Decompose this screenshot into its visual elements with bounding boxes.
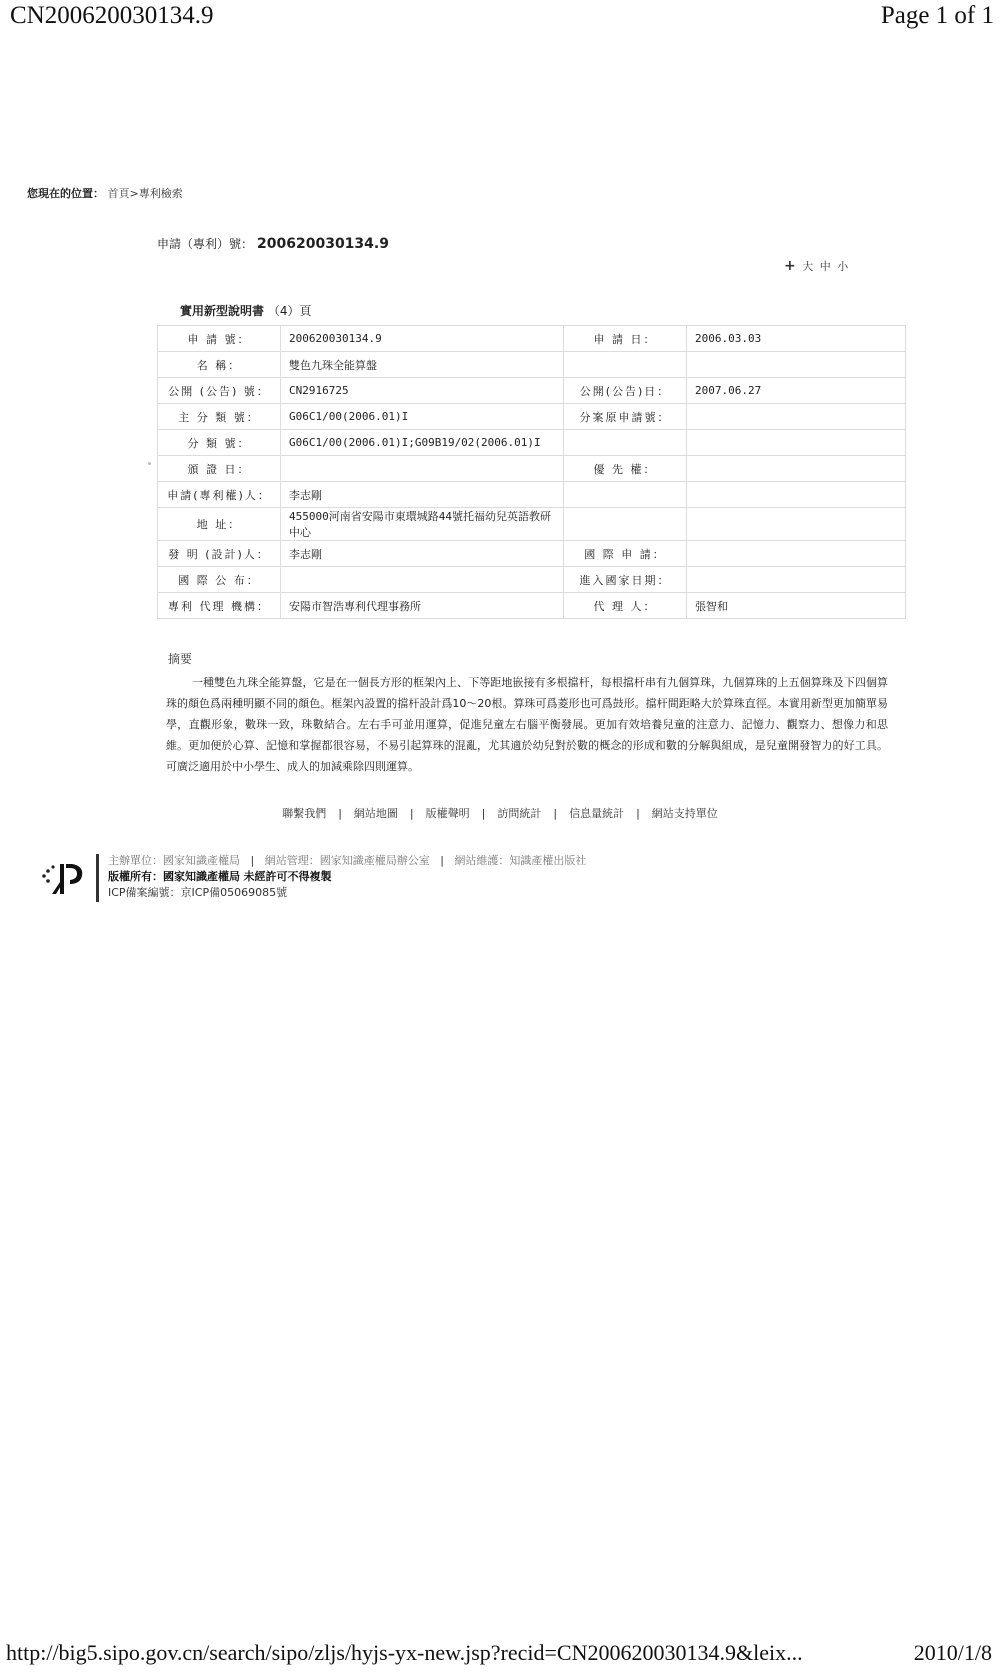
icp-number: 京ICP備05069085號 <box>180 886 288 899</box>
info-value-2 <box>687 567 906 593</box>
footer-links <box>0 805 1000 821</box>
doc-title <box>180 302 311 319</box>
footer-link[interactable]: 訪問統計 <box>497 807 542 820</box>
info-key: 名 稱： <box>158 352 281 378</box>
font-size-small-button[interactable]: 小 <box>837 260 849 273</box>
sponsor-text: 主辦單位：國家知識產權局 <box>108 854 240 867</box>
info-key: 地 址： <box>158 508 281 541</box>
info-table-row <box>158 508 906 541</box>
abstract-text: 一種雙色九珠全能算盤，它是在一個長方形的框架內上、下等距地嵌接有多根擋杆，每根擋杆串有九個算珠，九個算珠的上五個算珠及下四個算珠的顏色爲兩種明顯不同的顏色。框架內設置的擋杆設計爲10～20根。算珠可爲菱形也可爲鼓形。擋杆間距略大於算珠直徑。本實用新型更加簡單易學，直觀形象，數珠一致，珠數結合。左右手可並用運算，促進兒童左右腦平衡發展。更加有效培養兒童的注意力、記憶力、觀察力、想像力和思維。更加便於心算、記憶和掌握都很容易，不易引起算珠的混亂，尤其適於幼兒對於數的概念的形成和數的分解與組成，是兒童開發智力的好工具。可廣泛適用於中小學生、成人的加減乘除四則運算。 <box>166 676 888 773</box>
info-value-2 <box>687 352 906 378</box>
footer-separator: | <box>553 807 558 820</box>
icp-label: ICP備案編號： <box>108 886 181 899</box>
logo-divider <box>96 854 99 902</box>
info-key: 申 請 號： <box>158 326 281 352</box>
info-value: 李志剛 <box>281 482 564 508</box>
font-size-large-button[interactable]: 大 <box>802 260 814 273</box>
application-number-heading <box>157 235 389 252</box>
copyright-label: 版權所有： <box>108 870 163 883</box>
manager-text: 網站管理：國家知識產權局辦公室 <box>264 854 430 867</box>
application-number-label: 申請（專利）號： <box>157 237 254 251</box>
info-key-2 <box>564 352 687 378</box>
site-info-line-1: 主辦單位：國家知識產權局 | 網站管理：國家知識產權局辦公室 | 網站維護：知識產權出版社 <box>108 854 587 867</box>
breadcrumb-label: 您現在的位置： <box>27 187 104 200</box>
info-table-row <box>158 482 906 508</box>
sipo-logo-icon <box>38 858 88 898</box>
info-key: 分 類 號： <box>158 430 281 456</box>
copyright-owner: 國家知識產權局 <box>163 870 240 883</box>
info-value-2: 2006.03.03 <box>687 326 906 352</box>
application-number-value: 200620030134.9 <box>257 236 389 252</box>
info-value-2 <box>687 430 906 456</box>
copyright-note: 未經許可不得複製 <box>243 870 332 883</box>
print-header-doc-id: CN200620030134.9 <box>10 2 214 29</box>
doc-title-pages: （4）頁 <box>267 304 312 318</box>
print-footer-date: 2010/1/8 <box>913 1640 992 1665</box>
info-value: CN2916725 <box>281 378 564 404</box>
plus-icon: + <box>784 258 796 274</box>
info-value-2 <box>687 404 906 430</box>
info-key: 頒 證 日： <box>158 456 281 482</box>
abstract-label: 摘要 <box>168 652 193 666</box>
info-key-2: 國 際 申 請： <box>564 541 687 567</box>
footer-link[interactable]: 聯繫我們 <box>282 807 327 820</box>
footer-link[interactable]: 網站支持單位 <box>651 807 718 820</box>
info-key: 公開 (公告) 號： <box>158 378 281 404</box>
info-table-row <box>158 404 906 430</box>
info-value: 李志剛 <box>281 541 564 567</box>
info-key-2 <box>564 430 687 456</box>
info-value-2 <box>687 541 906 567</box>
breadcrumb-home-link[interactable]: 首頁 <box>107 187 130 200</box>
info-table-row <box>158 326 906 352</box>
info-key-2: 申 請 日： <box>564 326 687 352</box>
decorative-dot <box>148 462 151 465</box>
info-value: 安陽市智浩專利代理事務所 <box>281 593 564 619</box>
patent-info-table <box>157 325 906 619</box>
info-table-row <box>158 430 906 456</box>
footer-link[interactable]: 信息量統計 <box>569 807 625 820</box>
site-info-line-3 <box>108 885 586 901</box>
info-key-2 <box>564 508 687 541</box>
info-value: 雙色九珠全能算盤 <box>281 352 564 378</box>
info-key-2: 優 先 權： <box>564 456 687 482</box>
info-key: 申請(專利權)人： <box>158 482 281 508</box>
info-value: 455000河南省安陽市東環城路44號托福幼兒英語教研中心 <box>281 508 564 541</box>
font-size-controls <box>784 258 851 274</box>
breadcrumb-arrow: > <box>129 187 139 200</box>
info-value-2 <box>687 482 906 508</box>
site-info-line-2 <box>108 869 586 885</box>
footer-separator: | <box>481 807 486 820</box>
info-value-2: 2007.06.27 <box>687 378 906 404</box>
info-key-2: 進入國家日期： <box>564 567 687 593</box>
info-key: 專利 代理 機構： <box>158 593 281 619</box>
info-value-2 <box>687 456 906 482</box>
info-table-row <box>158 541 906 567</box>
print-footer-url: http://big5.sipo.gov.cn/search/sipo/zljs/hyjs-yx-new.jsp?recid=CN200620030134.9&leix... <box>6 1640 803 1665</box>
footer-link[interactable]: 版權聲明 <box>425 807 470 820</box>
info-value: 200620030134.9 <box>281 326 564 352</box>
info-table-row <box>158 567 906 593</box>
info-value <box>281 567 564 593</box>
info-value-2: 張智和 <box>687 593 906 619</box>
info-key-2: 公開(公告)日： <box>564 378 687 404</box>
info-key-2: 代 理 人： <box>564 593 687 619</box>
breadcrumb-current: 專利檢索 <box>138 187 183 200</box>
info-key-2 <box>564 482 687 508</box>
footer-separator: | <box>636 807 640 820</box>
info-key: 國 際 公 布： <box>158 567 281 593</box>
footer-separator: | <box>338 807 342 820</box>
info-value-2 <box>687 508 906 541</box>
breadcrumb <box>27 185 183 201</box>
info-value: G06C1/00(2006.01)I <box>281 404 564 430</box>
info-table-row <box>158 593 906 619</box>
footer-separator: | <box>409 807 414 820</box>
info-key: 主 分 類 號： <box>158 404 281 430</box>
doc-title-link[interactable]: 實用新型說明書 <box>180 304 265 318</box>
site-info <box>108 853 586 901</box>
print-header-page: Page 1 of 1 <box>880 2 994 29</box>
info-table-row <box>158 352 906 378</box>
info-key-2: 分案原申請號： <box>564 404 687 430</box>
info-table-row <box>158 456 906 482</box>
footer-link[interactable]: 網站地圖 <box>353 807 398 820</box>
info-key: 發 明 (設計)人： <box>158 541 281 567</box>
info-table-row <box>158 378 906 404</box>
font-size-medium-button[interactable]: 中 <box>819 260 831 273</box>
info-value <box>281 456 564 482</box>
maintainer-text: 網站維護：知識產權出版社 <box>454 854 587 867</box>
info-value: G06C1/00(2006.01)I;G09B19/02(2006.01)I <box>281 430 564 456</box>
